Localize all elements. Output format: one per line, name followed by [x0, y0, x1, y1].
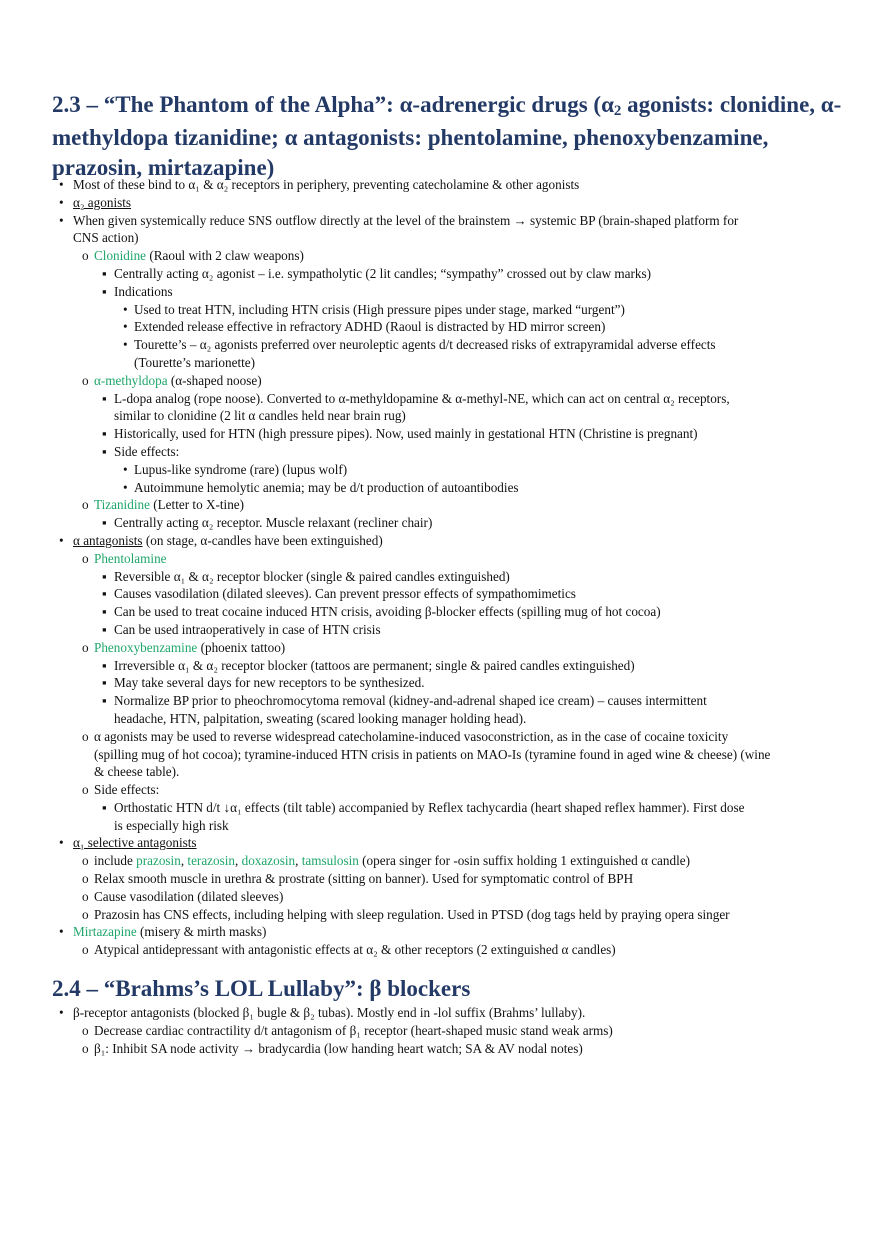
list-item: [52, 870, 842, 888]
heading-text: 2.3 – “The Phantom of the Alpha”: α-adrenergic drugs (α: [52, 92, 614, 117]
item-text: α agonists may be used to reverse widespread catecholamine-induced vasoconstriction, as in the case of cocaine toxicity: [94, 728, 729, 744]
list-item: [52, 621, 842, 639]
list-item: [52, 817, 842, 835]
bullet-marker: o: [82, 942, 89, 958]
list-item: [52, 479, 842, 497]
list-item: [52, 568, 842, 586]
list-item: [52, 585, 842, 603]
bullet-marker: ▪: [102, 621, 107, 637]
item-text: (on stage, α-candles have been extinguished): [142, 532, 383, 548]
bullet-marker: o: [82, 853, 89, 869]
item-text: (Tourette’s marionette): [134, 354, 256, 370]
bullet-marker: ▪: [102, 586, 107, 602]
list-item: [52, 301, 842, 319]
list-item: [52, 781, 842, 799]
item-text: L-dopa analog (rope noose). Converted to α-methyldopamine & α-methyl-NE, which can act on central α₂ receptors,: [114, 390, 730, 406]
list-item: [52, 212, 842, 230]
drug-name: doxazosin: [241, 853, 296, 869]
list-item: [52, 229, 842, 247]
item-text: & cheese table).: [94, 764, 180, 780]
item-text: Atypical antidepressant with antagonistic effects at α₂ & other receptors (2 extinguished α candles): [94, 942, 616, 958]
list-item: [52, 603, 842, 621]
bullet-marker: •: [59, 212, 64, 228]
list-item: [52, 390, 842, 408]
bullet-marker: o: [82, 639, 89, 655]
item-text: (Raoul with 2 claw weapons): [146, 248, 304, 264]
item-text: Can be used to treat cocaine induced HTN crisis, avoiding β-blocker effects (spilling mug of hot cocoa): [114, 604, 661, 620]
list-item: [52, 728, 842, 746]
bullet-marker: •: [59, 177, 64, 192]
list-item: [52, 639, 842, 657]
item-text: Historically, used for HTN (high pressure pipes). Now, used mainly in gestational HTN (Christine is pregnant): [114, 426, 698, 442]
bullet-marker: o: [82, 782, 89, 798]
drug-name: terazosin: [187, 853, 236, 869]
heading-text-cont: agonists: clonidine, α-methyldopa tizanidine; α antagonists: phentolamine, phenoxybenzamine, prazosin, mirtazapine): [52, 92, 842, 180]
bullet-marker: •: [59, 924, 64, 940]
list-item: [52, 336, 842, 354]
bullet-marker: o: [82, 372, 89, 388]
list-item: [52, 461, 842, 479]
list-item: [52, 283, 842, 301]
item-text: β-receptor antagonists (blocked β₁ bugle & β₂ tubas). Mostly end in -lol suffix (Brahms’ lullaby).: [73, 1005, 586, 1020]
list-item: [52, 799, 842, 817]
subheading-text: α antagonists: [73, 532, 143, 548]
list-item: [52, 176, 842, 194]
list-item: [52, 532, 842, 550]
list-item: [52, 710, 842, 728]
list-item: [52, 906, 842, 924]
list-item: [52, 425, 842, 443]
section-heading-2-3: [52, 90, 842, 183]
bullet-marker: o: [82, 871, 89, 887]
bullet-marker: •: [59, 835, 64, 851]
list-item: [52, 318, 842, 336]
bullet-marker: ▪: [102, 693, 107, 709]
item-text: Reversible α₁ & α₂ receptor blocker (single & paired candles extinguished): [114, 568, 510, 584]
item-text: (Letter to X-tine): [149, 497, 245, 513]
item-text: (opera singer for -osin suffix holding 1 extinguished α candle): [358, 853, 690, 869]
bullet-marker: o: [82, 906, 89, 922]
list-item: [52, 692, 842, 710]
separator: ,: [180, 853, 188, 869]
drug-name: Clonidine: [94, 248, 147, 264]
item-text: Normalize BP prior to pheochromocytoma removal (kidney-and-adrenal shaped ice cream) – causes intermittent: [114, 693, 707, 709]
item-text: Used to treat HTN, including HTN crisis (High pressure pipes under stage, marked “urgent”): [134, 301, 625, 317]
separator: ,: [235, 853, 242, 869]
list-item: [52, 834, 842, 852]
item-text: Can be used intraoperatively in case of HTN crisis: [114, 621, 381, 637]
bullet-marker: •: [59, 532, 64, 548]
bullet-marker: o: [82, 728, 89, 744]
bullet-marker: •: [123, 461, 128, 477]
item-text: May take several days for new receptors to be synthesized.: [114, 675, 425, 691]
item-text: Side effects:: [114, 443, 180, 459]
list-item: [52, 194, 842, 212]
drug-name: Tizanidine: [94, 497, 150, 513]
drug-name: Phentolamine: [94, 550, 167, 566]
list-item: [52, 674, 842, 692]
list-item: [52, 746, 842, 764]
item-text: headache, HTN, palpitation, sweating (scared looking manager holding head).: [114, 710, 527, 726]
bullet-marker: ▪: [102, 675, 107, 691]
bullet-marker: o: [82, 1022, 89, 1038]
bullet-marker: ▪: [102, 657, 107, 673]
list-item: [52, 354, 842, 372]
bullet-marker: o: [82, 248, 89, 264]
item-text: include: [94, 853, 137, 869]
bullet-marker: •: [123, 479, 128, 495]
section-heading-2-4: 2.4 – “Brahms’s LOL Lullaby”: β blockers: [52, 976, 471, 1001]
list-item: [52, 372, 842, 390]
bullet-marker: ▪: [102, 283, 107, 299]
item-text: When given systemically reduce SNS outflow directly at the level of the brainstem → systemic BP (brain-shaped platform for: [73, 212, 739, 228]
item-text: Prazosin has CNS effects, including helping with sleep regulation. Used in PTSD (dog tags held by praying opera singer: [94, 906, 730, 922]
list-item: [52, 514, 842, 532]
bullet-marker: •: [123, 337, 128, 353]
section-2-4-body: [52, 1004, 842, 1057]
item-text: Most of these bind to α₁ & α₂ receptors in periphery, preventing catecholamine & other agonists: [73, 177, 580, 192]
item-text: Lupus-like syndrome (rare) (lupus wolf): [134, 461, 348, 477]
item-text: Side effects:: [94, 782, 160, 798]
item-text: Centrally acting α₂ agonist – i.e. sympatholytic (2 lit candles; “sympathy” crossed out by claw marks): [114, 265, 652, 281]
list-item: [52, 923, 842, 941]
item-text: (phoenix tattoo): [197, 639, 286, 655]
list-item: [52, 496, 842, 514]
list-item: [52, 1040, 842, 1058]
item-text: Extended release effective in refractory ADHD (Raoul is distracted by HD mirror screen): [134, 319, 606, 335]
separator: ,: [295, 853, 302, 869]
drug-name: prazosin: [136, 853, 181, 869]
item-text: (spilling mug of hot cocoa); tyramine-induced HTN crisis in patients on MAO-Is (tyramine found in aged wine & cheese) (wine: [94, 746, 771, 762]
bullet-marker: ▪: [102, 515, 107, 531]
list-item: [52, 247, 842, 265]
bullet-marker: ▪: [102, 390, 107, 406]
list-item: [52, 407, 842, 425]
bullet-marker: •: [59, 194, 64, 210]
bullet-marker: •: [123, 319, 128, 335]
item-text: is especially high risk: [114, 817, 229, 833]
list-item: [52, 1004, 842, 1022]
item-text: α₂ agonists: [73, 194, 132, 210]
bullet-marker: •: [123, 301, 128, 317]
item-text: Relax smooth muscle in urethra & prostrate (sitting on banner). Used for symptomatic control of BPH: [94, 871, 634, 887]
bullet-marker: ▪: [102, 426, 107, 442]
heading-subscript: 2: [613, 103, 622, 119]
list-item: [52, 763, 842, 781]
item-text: α₁ selective antagonists: [73, 835, 197, 851]
item-text: similar to clonidine (2 lit α candles held near brain rug): [114, 408, 406, 424]
list-item: [52, 852, 842, 870]
item-text: Cause vasodilation (dilated sleeves): [94, 888, 284, 904]
drug-name: Phenoxybenzamine: [94, 639, 198, 655]
list-item: [52, 265, 842, 283]
item-text: Orthostatic HTN d/t ↓α₁ effects (tilt table) accompanied by Reflex tachycardia (heart shaped reflex hammer). First dose: [114, 799, 745, 815]
bullet-marker: o: [82, 550, 89, 566]
list-item: [52, 941, 842, 959]
bullet-marker: ▪: [102, 443, 107, 459]
section-2-3-body: [52, 176, 842, 959]
item-text: CNS action): [73, 230, 139, 246]
item-text: Causes vasodilation (dilated sleeves). Can prevent pressor effects of sympathomimetics: [114, 586, 576, 602]
drug-name: Mirtazapine: [73, 924, 137, 940]
item-text: Irreversible α₁ & α₂ receptor blocker (tattoos are permanent; single & paired candles extinguished): [114, 657, 635, 673]
bullet-marker: o: [82, 497, 89, 513]
item-text: Decrease cardiac contractility d/t antagonism of β₁ receptor (heart-shaped music stand weak arms): [94, 1022, 613, 1038]
item-text: β₁: Inhibit SA node activity → bradycardia (low handing heart watch; SA & AV nodal notes): [94, 1040, 583, 1056]
list-item: [52, 888, 842, 906]
bullet-marker: o: [82, 1040, 89, 1056]
drug-name: tamsulosin: [301, 853, 359, 869]
bullet-marker: ▪: [102, 265, 107, 281]
list-item: [52, 1022, 842, 1040]
list-item: [52, 657, 842, 675]
item-text: (misery & mirth masks): [136, 924, 267, 940]
bullet-marker: ▪: [102, 604, 107, 620]
bullet-marker: •: [59, 1005, 64, 1020]
item-text: Tourette’s – α₂ agonists preferred over neuroleptic agents d/t decreased risks of extrapyramidal adverse effects: [134, 337, 716, 353]
item-text: (α-shaped noose): [167, 372, 262, 388]
item-text: Autoimmune hemolytic anemia; may be d/t production of autoantibodies: [134, 479, 519, 495]
list-item: [52, 443, 842, 461]
item-text: Centrally acting α₂ receptor. Muscle relaxant (recliner chair): [114, 515, 433, 531]
bullet-marker: ▪: [102, 568, 107, 584]
drug-name: α-methyldopa: [94, 372, 168, 388]
item-text: Indications: [114, 283, 173, 299]
bullet-marker: ▪: [102, 799, 107, 815]
bullet-marker: o: [82, 888, 89, 904]
list-item: [52, 550, 842, 568]
